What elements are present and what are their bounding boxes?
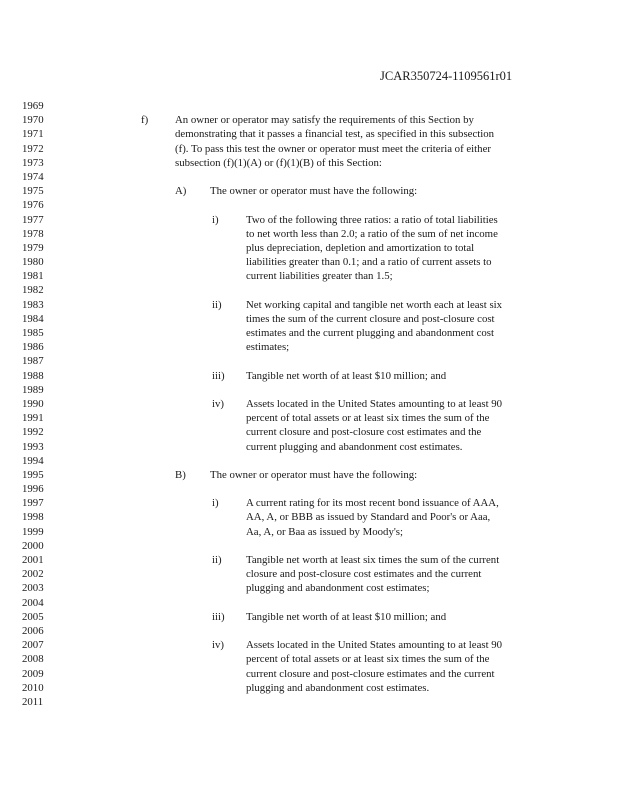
- item-a-iv-text: current plugging and abandonment cost estimates.: [246, 440, 463, 453]
- line-number: 1995: [22, 468, 44, 481]
- line-number: 2009: [22, 667, 44, 680]
- line-number: 2002: [22, 568, 44, 581]
- item-b-ii-text: plugging and abandonment cost estimates;: [246, 582, 430, 595]
- subsection-a-marker: A): [175, 185, 187, 198]
- subsection-b-marker: B): [175, 468, 186, 481]
- line-number: 2004: [22, 596, 44, 609]
- item-b-ii-text: Tangible net worth at least six times the sum of the current: [246, 554, 500, 566]
- item-b-iii-marker: iii): [212, 610, 225, 623]
- item-b-iv-text: percent of total assets or at least six times the sum of the: [246, 653, 490, 666]
- line-number: 2007: [22, 639, 44, 652]
- line-number: 1974: [22, 170, 44, 183]
- item-a-iv-marker: iv): [212, 397, 224, 410]
- line-number: 1994: [22, 454, 44, 467]
- item-b-iii-text: Tangible net worth of at least $10 million; and: [246, 610, 447, 623]
- line-number: 1989: [22, 383, 44, 396]
- subsection-f-text: (f). To pass this test the owner or operator must meet the criteria of either: [175, 142, 491, 155]
- line-number: 1975: [22, 185, 44, 198]
- item-a-i-text: Two of the following three ratios: a ratio of total liabilities: [246, 213, 498, 226]
- line-number: 1993: [22, 440, 44, 453]
- item-a-ii-text: times the sum of the current closure and post-closure cost: [246, 312, 495, 325]
- line-number: 1973: [22, 156, 44, 169]
- item-a-ii-text: estimates;: [246, 341, 290, 354]
- item-b-i-text: Aa, A, or Baa as issued by Moody's;: [246, 525, 403, 538]
- item-a-ii-marker: ii): [212, 298, 222, 311]
- line-number: 1985: [22, 327, 44, 339]
- line-number: 2001: [22, 554, 44, 566]
- item-b-i-text: AA, A, or BBB as issued by Standard and Poor's or Aaa,: [246, 511, 491, 524]
- line-number: 1984: [22, 312, 44, 325]
- item-a-i-text: to net worth less than 2.0; a ratio of the sum of net income: [246, 227, 498, 240]
- line-number: 1983: [22, 298, 44, 311]
- item-a-i-marker: i): [212, 213, 219, 226]
- line-number: 1970: [22, 114, 44, 127]
- subsection-f-marker: f): [141, 114, 149, 127]
- line-number: 1981: [22, 270, 44, 283]
- line-number: 1978: [22, 227, 44, 240]
- item-a-ii-text: Net working capital and tangible net worth each at least six: [246, 298, 503, 311]
- line-number: 1980: [22, 256, 44, 269]
- line-number: 1990: [22, 397, 44, 410]
- subsection-a-text: The owner or operator must have the following:: [210, 185, 418, 198]
- line-number: 1979: [22, 241, 44, 254]
- line-number: 1987: [22, 355, 44, 368]
- subsection-b-text: The owner or operator must have the following:: [210, 468, 418, 481]
- line-number: 1996: [22, 483, 44, 496]
- item-a-iv-text: Assets located in the United States amounting to at least 90: [246, 397, 503, 410]
- line-number: 2008: [22, 653, 44, 666]
- line-number: 1998: [22, 511, 44, 524]
- line-number: 1971: [22, 128, 44, 141]
- item-b-iv-text: plugging and abandonment cost estimates.: [246, 681, 430, 694]
- subsection-f-text: An owner or operator may satisfy the requirements of this Section by: [175, 114, 474, 127]
- line-number: 1988: [22, 369, 44, 382]
- item-b-iv-text: Assets located in the United States amounting to at least 90: [246, 639, 503, 652]
- line-number: 2011: [22, 695, 44, 708]
- line-number: 2003: [22, 582, 44, 595]
- line-number: 1976: [22, 199, 44, 212]
- line-number: 1992: [22, 426, 44, 439]
- line-number: 1991: [22, 412, 44, 425]
- item-a-iv-text: percent of total assets or at least six times the sum of the: [246, 412, 490, 425]
- line-number: 1972: [22, 142, 44, 155]
- item-a-i-text: liabilities greater than 0.1; and a ratio of current assets to: [246, 256, 492, 269]
- line-number: 1977: [22, 213, 44, 226]
- item-b-i-text: A current rating for its most recent bond issuance of AAA,: [246, 497, 499, 510]
- item-a-iv-text: current closure and post-closure cost estimates and the: [246, 426, 482, 439]
- line-number: 1997: [22, 497, 44, 510]
- item-a-iii-text: Tangible net worth of at least $10 million; and: [246, 369, 447, 382]
- line-number: 2005: [22, 610, 44, 623]
- item-b-i-marker: i): [212, 497, 219, 510]
- line-number: 1986: [22, 341, 44, 354]
- item-a-i-text: current liabilities greater than 1.5;: [246, 270, 393, 283]
- item-a-i-text: plus depreciation, depletion and amortization to total: [246, 241, 475, 254]
- line-number: 1982: [22, 284, 44, 297]
- subsection-f-text: demonstrating that it passes a financial test, as specified in this subsection: [175, 128, 495, 141]
- item-b-iv-marker: iv): [212, 639, 224, 652]
- subsection-f-text: subsection (f)(1)(A) or (f)(1)(B) of this Section:: [175, 156, 382, 169]
- item-b-iv-text: current closure and post-closure estimates and the current: [246, 667, 495, 680]
- document-header-code: JCAR350724-1109561r01: [380, 69, 513, 83]
- line-number: 2010: [22, 681, 44, 694]
- item-a-iii-marker: iii): [212, 369, 225, 382]
- item-b-ii-marker: ii): [212, 554, 222, 566]
- line-number: 2000: [22, 539, 44, 552]
- line-number: 1999: [22, 525, 44, 538]
- item-b-ii-text: closure and post-closure cost estimates and the current: [246, 568, 482, 581]
- line-number: 2006: [22, 624, 44, 637]
- document-body: [0, 99, 618, 709]
- line-number: 1969: [22, 100, 44, 112]
- item-a-ii-text: estimates and the current plugging and abandonment cost: [246, 327, 494, 339]
